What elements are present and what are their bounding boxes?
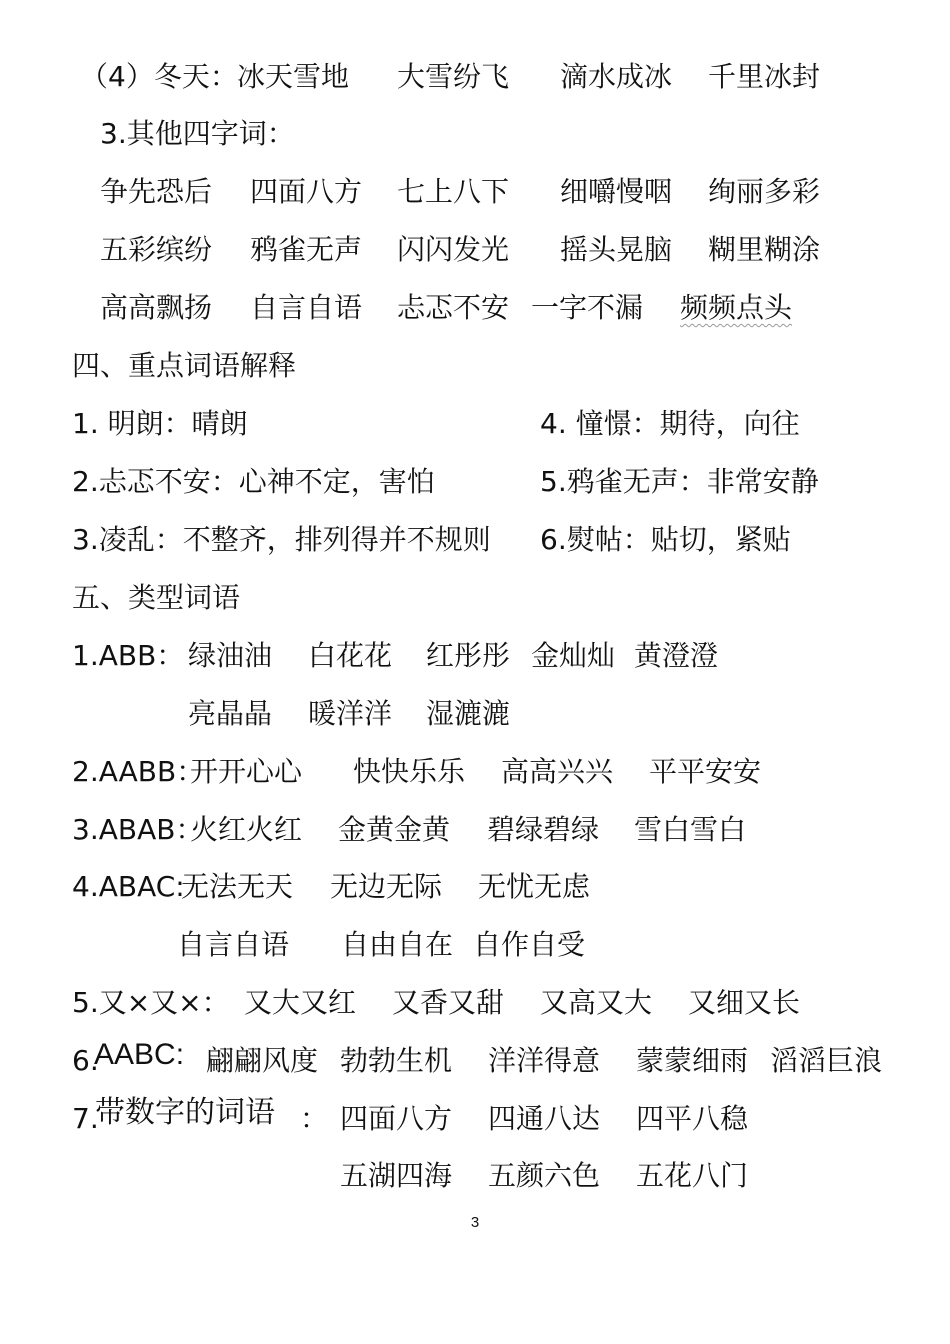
word: 暖洋洋 [308,697,393,730]
word: 高高飘扬 [100,291,213,324]
word: 快快乐乐 [353,755,466,788]
word: 又高又大 [540,986,653,1019]
word: 黄澄澄 [634,639,719,672]
definition-item: 3.凌乱：不整齐，排列得并不规则 [72,523,491,556]
definition-item: 4. 憧憬：期待，向往 [540,407,800,440]
other-words-heading: 3.其他四字词： [100,117,295,150]
word: 细嚼慢咽 [560,175,673,208]
word: 白花花 [308,639,393,672]
definition-row [0,457,950,507]
word: 自言自语 [177,928,290,961]
word: 五花八门 [636,1159,749,1192]
word: 七上八下 [397,175,510,208]
word: 洋洋得意 [488,1044,601,1077]
word: 又大又红 [244,986,357,1019]
word: 四通八达 [488,1102,601,1135]
you-label: 5.又×又×： [72,986,230,1019]
word: 争先恐后 [100,175,213,208]
word: 亮晶晶 [188,697,273,730]
section5-title: 五、类型词语 [72,581,241,614]
word: 无法无天 [181,870,294,903]
abb-label: 1.ABB： [72,639,185,672]
section4-title-row [0,341,950,391]
other-words-row [0,225,950,275]
word: 无边无际 [330,870,443,903]
word: 无忧无虑 [478,870,591,903]
abb-row [0,631,950,681]
page-number: 3 [470,1214,480,1231]
aabc-label: AABC: [94,1038,185,1071]
word: 绚丽多彩 [708,175,821,208]
numbers-label: 带数字的词语 [95,1095,275,1130]
word: 鸦雀无声 [250,233,363,266]
word: 开开心心 [190,755,303,788]
word: 又香又甜 [392,986,505,1019]
definition-row [0,515,950,565]
aabc-row [0,1036,950,1086]
word: 冰天雪地 [237,60,350,93]
numbers-colon: ： [300,1102,329,1135]
abac-label: 4.ABAC: [72,870,185,903]
word: 自作自受 [473,928,586,961]
numbers-row-2 [0,1151,950,1201]
definition-item: 5.鸦雀无声：非常安静 [540,465,819,498]
word: 一字不漏 [531,291,644,324]
word: 四平八稳 [636,1102,749,1135]
word: 又细又长 [688,986,801,1019]
abac-row [0,862,950,912]
definition-item: 6.熨帖：贴切，紧贴 [540,523,791,556]
definition-row [0,399,950,449]
word: 滔滔巨浪 [770,1044,883,1077]
abac-row-2 [0,920,950,970]
word: 自由自在 [341,928,454,961]
word: 忐忑不安 [397,291,510,324]
word: 高高兴兴 [501,755,614,788]
word: 四面八方 [340,1102,453,1135]
other-words-row [0,283,950,333]
word: 摇头晃脑 [560,233,673,266]
aabb-row [0,747,950,797]
word: 千里冰封 [708,60,821,93]
word: 绿油油 [188,639,273,672]
winter-row [0,52,950,102]
word: 闪闪发光 [397,233,510,266]
word: 大雪纷飞 [397,60,510,93]
aabb-label: 2.AABB： [72,755,205,788]
word: 勃勃生机 [340,1044,453,1077]
word: 红彤彤 [426,639,511,672]
section4-title: 四、重点词语解释 [72,349,297,382]
abab-row [0,805,950,855]
word: 蒙蒙细雨 [636,1044,749,1077]
other-words-heading-row [0,109,950,159]
you-row [0,978,950,1028]
word: 雪白雪白 [634,813,747,846]
definition-item: 1. 明朗：晴朗 [72,407,248,440]
definition-item: 2.忐忑不安：心神不定，害怕 [72,465,435,498]
word: 金黄金黄 [338,813,451,846]
word: 五湖四海 [340,1159,453,1192]
aabc-number: 6. [72,1044,99,1077]
word: 五彩缤纷 [100,233,213,266]
word: 金灿灿 [531,639,616,672]
word: 四面八方 [250,175,363,208]
word: 糊里糊涂 [708,233,821,266]
word: 自言自语 [250,291,363,324]
word: 五颜六色 [488,1159,601,1192]
word: 翩翩风度 [206,1044,319,1077]
numbers-number: 7. [72,1102,99,1135]
word: 碧绿碧绿 [487,813,600,846]
abab-label: 3.ABAB： [72,813,204,846]
numbers-row [0,1094,950,1144]
word: 湿漉漉 [426,697,511,730]
word: 平平安安 [649,755,762,788]
word: 滴水成冰 [560,60,673,93]
abb-row-2 [0,689,950,739]
word: 频频点头 [680,291,793,324]
section5-title-row [0,573,950,623]
word: 火红火红 [190,813,303,846]
winter-label: （4）冬天： [80,60,238,93]
other-words-row [0,167,950,217]
